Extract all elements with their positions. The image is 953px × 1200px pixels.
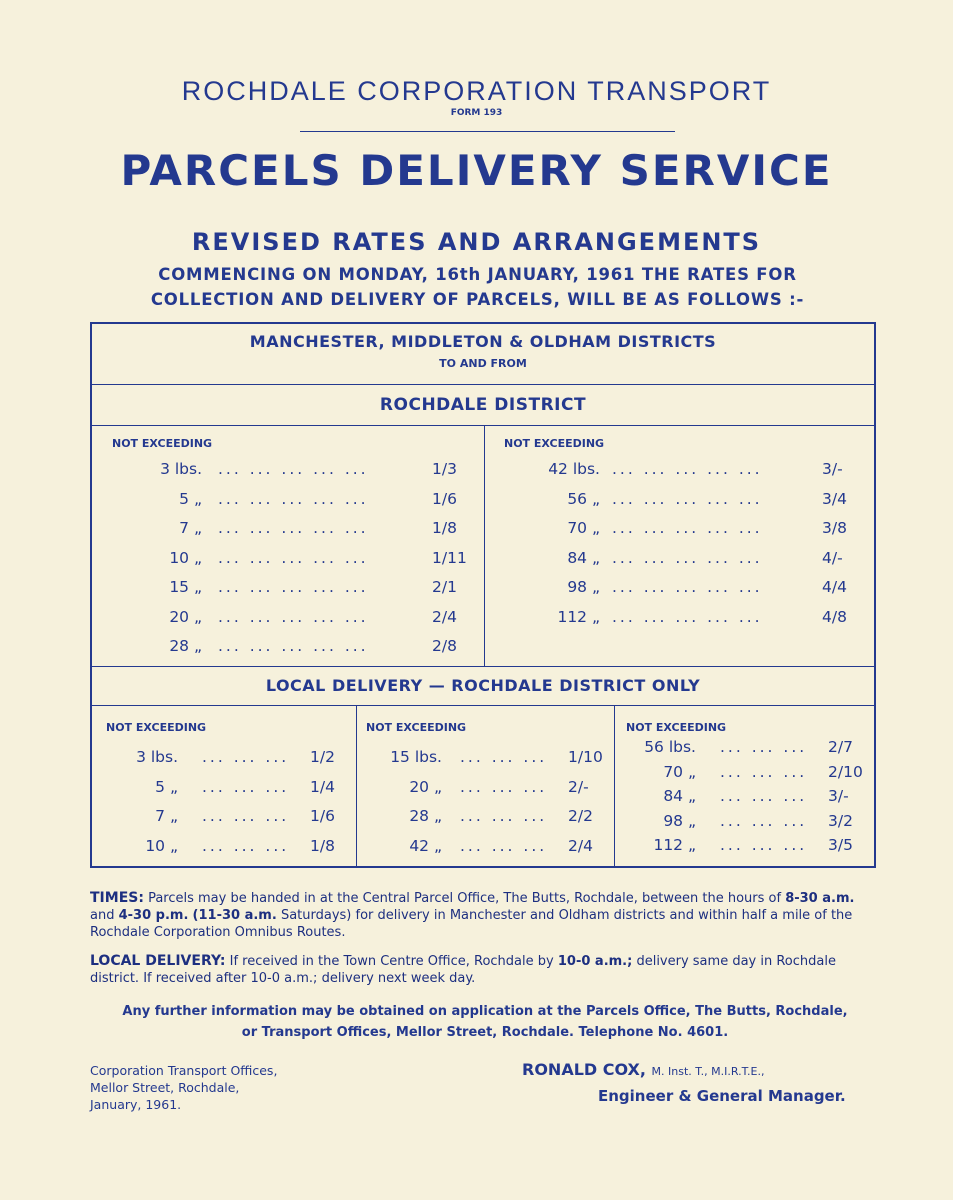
weight-limit: 56 lbs. — [644, 738, 696, 756]
not-exceeding-label: NOT EXCEEDING — [106, 721, 207, 734]
leader-dots: ... ... ... ... ... — [218, 607, 369, 626]
not-exceeding-label: NOT EXCEEDING — [504, 437, 605, 450]
weight-limit: 7 „ — [179, 519, 202, 537]
office-address: Corporation Transport Offices, Mellor Street, Rochdale, January, 1961. — [90, 1063, 278, 1112]
weight-limit: 20 „ — [409, 777, 442, 796]
page-subtitle: REVISED RATES AND ARRANGEMENTS — [191, 228, 762, 256]
not-exceeding-label: NOT EXCEEDING — [366, 721, 467, 734]
weight-limit: 98 „ — [567, 578, 600, 596]
weight-limit: 42 „ — [409, 836, 442, 855]
rate-value: 2/7 — [828, 738, 853, 756]
weight-limit: 3 lbs. — [160, 460, 202, 478]
rate-value: 4/8 — [822, 607, 847, 626]
local-delivery-label: LOCAL DELIVERY: — [90, 953, 226, 969]
leader-dots: ... ... ... — [202, 807, 290, 825]
rate-value: 4/4 — [822, 578, 847, 596]
rate-value: 2/4 — [568, 836, 593, 855]
weight-limit: 28 „ — [169, 637, 202, 655]
leader-dots: ... ... ... ... ... — [612, 489, 763, 508]
rate-value: 3/2 — [828, 811, 853, 830]
rate-value: 3/8 — [822, 519, 847, 537]
leader-dots: ... ... ... ... ... — [218, 548, 369, 567]
weight-limit: 84 „ — [663, 787, 696, 805]
table-divider — [92, 384, 874, 385]
rate-value: 1/8 — [432, 519, 457, 537]
leader-dots: ... ... ... ... ... — [612, 548, 763, 567]
local-delivery-paragraph: LOCAL DELIVERY: If received in the Town Centre Office, Rochdale by 10-0 a.m.; delivery same day in Rochdale district. If received after 10-0 a.m.; delivery next week day. — [90, 953, 836, 986]
weight-limit: 28 „ — [409, 807, 442, 825]
rate-value: 1/11 — [432, 548, 467, 567]
column-divider — [356, 705, 357, 866]
further-info: Any further information may be obtained on application at the Parcels Office, The Butts, Rochdale, or Transport Offices, Mellor Street, Rochdale. Telephone No. 4601. — [122, 1004, 848, 1040]
weight-limit: 42 lbs. — [548, 460, 600, 478]
weight-limit: 112 „ — [557, 607, 600, 626]
weight-limit: 10 „ — [169, 548, 202, 567]
leader-dots: ... ... ... — [460, 777, 548, 796]
times-paragraph: TIMES: Parcels may be handed in at the Central Parcel Office, The Butts, Rochdale, between the hours of 8-30 a.m. and 4-30 p.m. (11-30 a.m. Saturdays) for delivery in Manchester and Oldham districts and within half a mile of the Rochdale Corporation Omnibus Routes. — [90, 890, 855, 940]
leader-dots: ... ... ... ... ... — [612, 607, 763, 626]
leader-dots: ... ... ... — [720, 762, 808, 781]
column-divider — [614, 705, 615, 866]
weight-limit: 84 „ — [567, 548, 600, 567]
rate-value: 2/- — [568, 777, 589, 796]
table-divider — [92, 705, 874, 706]
leader-dots: ... ... ... — [720, 787, 808, 805]
header-divider — [300, 131, 675, 132]
leader-dots: ... ... ... ... ... — [218, 519, 369, 537]
page-title: PARCELS DELIVERY SERVICE — [120, 146, 833, 195]
leader-dots: ... ... ... ... ... — [612, 519, 763, 537]
leader-dots: ... ... ... — [460, 836, 548, 855]
rate-value: 1/4 — [310, 777, 335, 796]
weight-limit: 3 lbs. — [136, 748, 178, 766]
weight-limit: 56 „ — [567, 489, 600, 508]
weight-limit: 70 „ — [567, 519, 600, 537]
rate-value: 2/8 — [432, 637, 457, 655]
form-number: FORM 193 — [450, 108, 503, 118]
rochdale-district-heading: ROCHDALE DISTRICT — [379, 395, 587, 415]
local-delivery-heading: LOCAL DELIVERY — ROCHDALE DISTRICT ONLY — [265, 676, 701, 695]
leader-dots: ... ... ... — [720, 738, 808, 756]
rate-value: 1/10 — [568, 748, 603, 766]
leader-dots: ... ... ... — [720, 811, 808, 830]
not-exceeding-label: NOT EXCEEDING — [112, 437, 213, 450]
weight-limit: 98 „ — [663, 811, 696, 830]
column-divider — [484, 425, 485, 666]
leader-dots: ... ... ... ... ... — [218, 637, 369, 655]
leader-dots: ... ... ... — [460, 748, 548, 766]
rate-value: 4/- — [822, 548, 843, 567]
weight-limit: 15 lbs. — [390, 748, 442, 766]
rate-value: 1/3 — [432, 460, 457, 478]
leader-dots: ... ... ... — [202, 836, 290, 855]
rates-table — [90, 322, 876, 868]
weight-limit: 15 „ — [169, 578, 202, 596]
rate-value: 2/10 — [828, 762, 863, 781]
times-label: TIMES: — [90, 890, 144, 906]
rate-value: 2/4 — [432, 607, 457, 626]
weight-limit: 5 „ — [179, 489, 202, 508]
leader-dots: ... ... ... ... ... — [218, 460, 369, 478]
leader-dots: ... ... ... ... ... — [612, 460, 763, 478]
agency-name: ROCHDALE CORPORATION TRANSPORT — [181, 76, 772, 106]
signatory-name: RONALD COX, M. Inst. T., M.I.R.T.E., — [522, 1060, 765, 1079]
weight-limit: 70 „ — [663, 762, 696, 781]
leader-dots: ... ... ... — [202, 777, 290, 796]
rate-value: 2/2 — [568, 807, 593, 825]
rate-value: 1/6 — [310, 807, 335, 825]
rate-value: 1/2 — [310, 748, 335, 766]
rate-value: 1/8 — [310, 836, 335, 855]
rate-value: 3/- — [822, 460, 843, 478]
leader-dots: ... ... ... — [460, 807, 548, 825]
leader-dots: ... ... ... — [720, 836, 808, 854]
weight-limit: 5 „ — [155, 777, 178, 796]
weight-limit: 7 „ — [155, 807, 178, 825]
rate-value: 3/4 — [822, 489, 847, 508]
districts-heading: MANCHESTER, MIDDLETON & OLDHAM DISTRICTS — [249, 332, 717, 351]
leader-dots: ... ... ... ... ... — [218, 578, 369, 596]
table-divider — [92, 666, 874, 667]
weight-limit: 10 „ — [145, 836, 178, 855]
leader-dots: ... ... ... ... ... — [612, 578, 763, 596]
commencing-notice: COMMENCING ON MONDAY, 16th JANUARY, 1961 THE RATES FOR COLLECTION AND DELIVERY OF PARCELS, WILL BE AS FOLLOWS :- — [150, 265, 805, 309]
not-exceeding-label: NOT EXCEEDING — [626, 721, 727, 734]
districts-to-from: TO AND FROM — [439, 357, 527, 370]
table-divider — [92, 425, 874, 426]
weight-limit: 112 „ — [653, 836, 696, 854]
leader-dots: ... ... ... — [202, 748, 290, 766]
weight-limit: 20 „ — [169, 607, 202, 626]
rate-value: 3/5 — [828, 836, 853, 854]
leader-dots: ... ... ... ... ... — [218, 489, 369, 508]
rate-value: 1/6 — [432, 489, 457, 508]
rate-value: 3/- — [828, 787, 849, 805]
rate-value: 2/1 — [432, 578, 457, 596]
signatory-position: Engineer & General Manager. — [598, 1087, 846, 1105]
